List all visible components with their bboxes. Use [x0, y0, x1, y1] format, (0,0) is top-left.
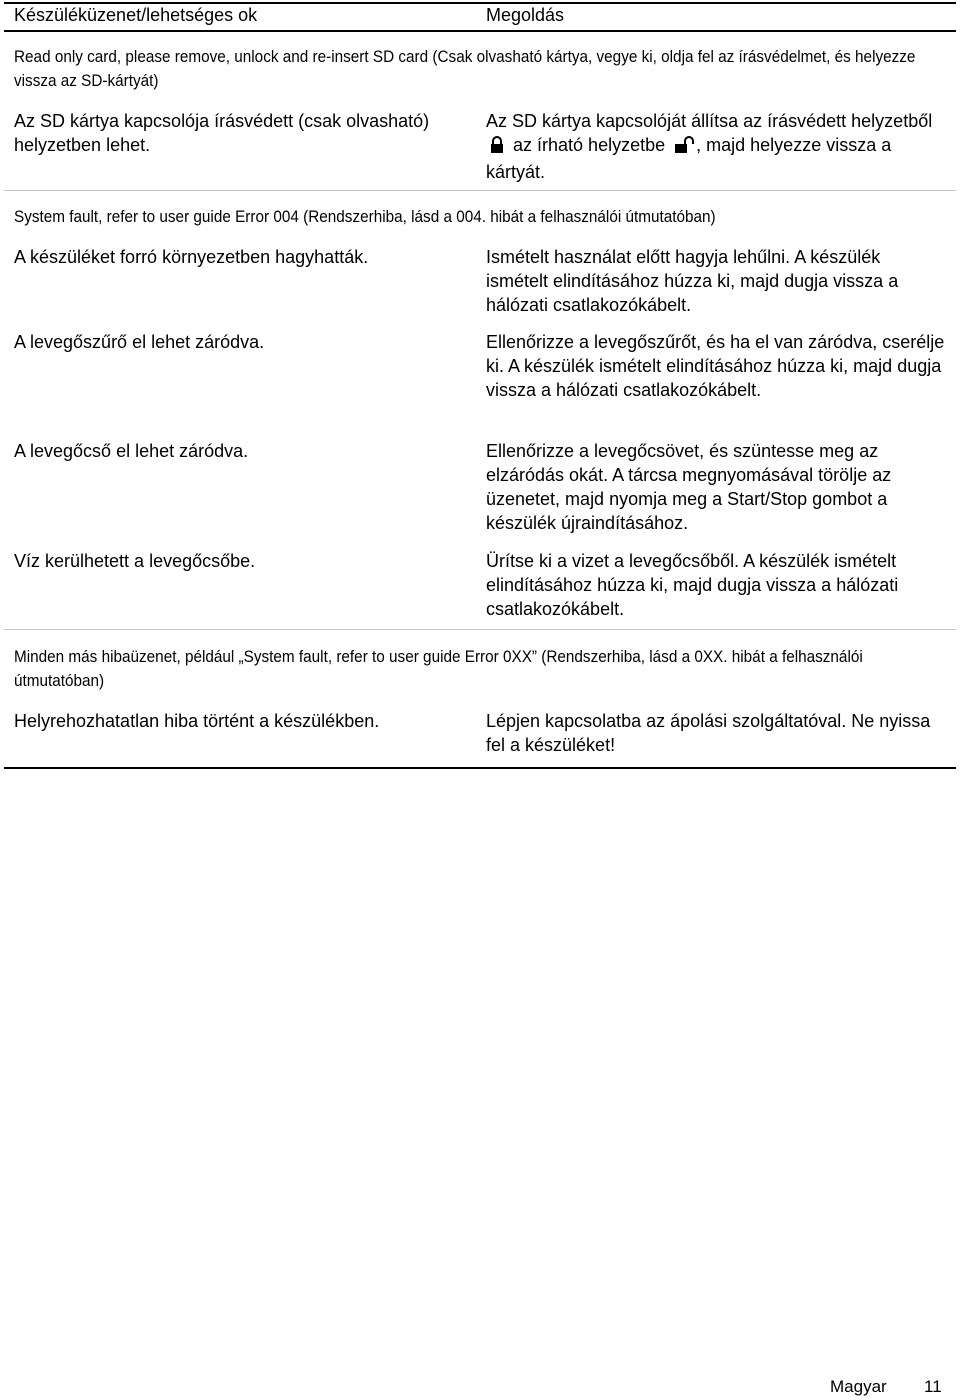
solution-contact-provider: Lépjen kapcsolatba az ápolási szolgáltatóval. Ne nyissa fel a készüléket! [486, 711, 931, 755]
solution-text-part2: az írható helyzetbe [513, 135, 666, 155]
section-divider-2 [4, 629, 956, 630]
solution-check-air-filter: Ellenőrizze a levegőszűrőt, és ha el van záródva, cserélje ki. A készülék ismételt elindításához húzza ki, majd dugja vissza a hálózati csatlakozókábelt. [486, 332, 945, 400]
table-top-rule [4, 2, 956, 4]
column-header-solution: Megoldás [486, 5, 565, 25]
lock-closed-icon [490, 136, 504, 160]
section-divider-1 [4, 190, 956, 191]
lock-open-icon [674, 136, 696, 160]
column-header-cause: Készüléküzenet/lehetséges ok [14, 5, 258, 25]
solution-cool-down: Ismételt használat előtt hagyja lehűlni. A készülék ismételt elindításához húzza ki, majd dugja vissza a hálózati csatlakozókábelt. [486, 247, 899, 315]
header-bottom-rule [4, 30, 956, 32]
section-title-error-004: System fault, refer to user guide Error 004 (Rendszerhiba, lásd a 004. hibát a felhasználói útmutatóban) [14, 207, 716, 226]
cause-air-filter-blocked: A levegőszűrő el lehet záródva. [14, 332, 265, 352]
cause-water-in-tube: Víz kerülhetett a levegőcsőbe. [14, 551, 256, 571]
solution-unlock-sd-card [486, 109, 946, 184]
solution-text-part3: , majd helyezze vissza a kártyát. [486, 135, 892, 182]
table-bottom-rule [4, 767, 956, 769]
cause-air-tube-blocked: A levegőcső el lehet záródva. [14, 441, 249, 461]
solution-text-part1: Az SD kártya kapcsolóját állítsa az írásvédett helyzetből [486, 111, 933, 131]
solution-drain-water: Ürítse ki a vizet a levegőcsőből. A készülék ismételt elindításához húzza ki, majd dugja vissza a hálózati csatlakozókábelt. [486, 551, 899, 619]
section-title-read-only-card: Read only card, please remove, unlock and re-insert SD card (Csak olvasható kártya, vegye ki, oldja fel az írásvédelmet, és helyezze vissza az SD-kártyát) [14, 47, 916, 90]
section-title-other-errors: Minden más hibaüzenet, például „System fault, refer to user guide Error 0XX” (Rendszerhiba, lásd a 0XX. hibát a felhasználói útmutatóban) [14, 647, 863, 690]
page-number: 11 [924, 1377, 942, 1396]
footer-language: Magyar [830, 1377, 887, 1396]
cause-unrecoverable-error: Helyrehozhatatlan hiba történt a készülékben. [14, 711, 380, 731]
solution-check-air-tube: Ellenőrizze a levegőcsövet, és szüntesse meg az elzáródás okát. A tárcsa megnyomásával törölje az üzenetet, majd nyomja meg a Start/Stop gombot a készülék újraindításához. [486, 441, 892, 533]
cause-sd-switch-locked: Az SD kártya kapcsolója írásvédett (csak olvasható) helyzetben lehet. [14, 111, 430, 155]
cause-hot-environment: A készüléket forró környezetben hagyhatták. [14, 247, 369, 267]
